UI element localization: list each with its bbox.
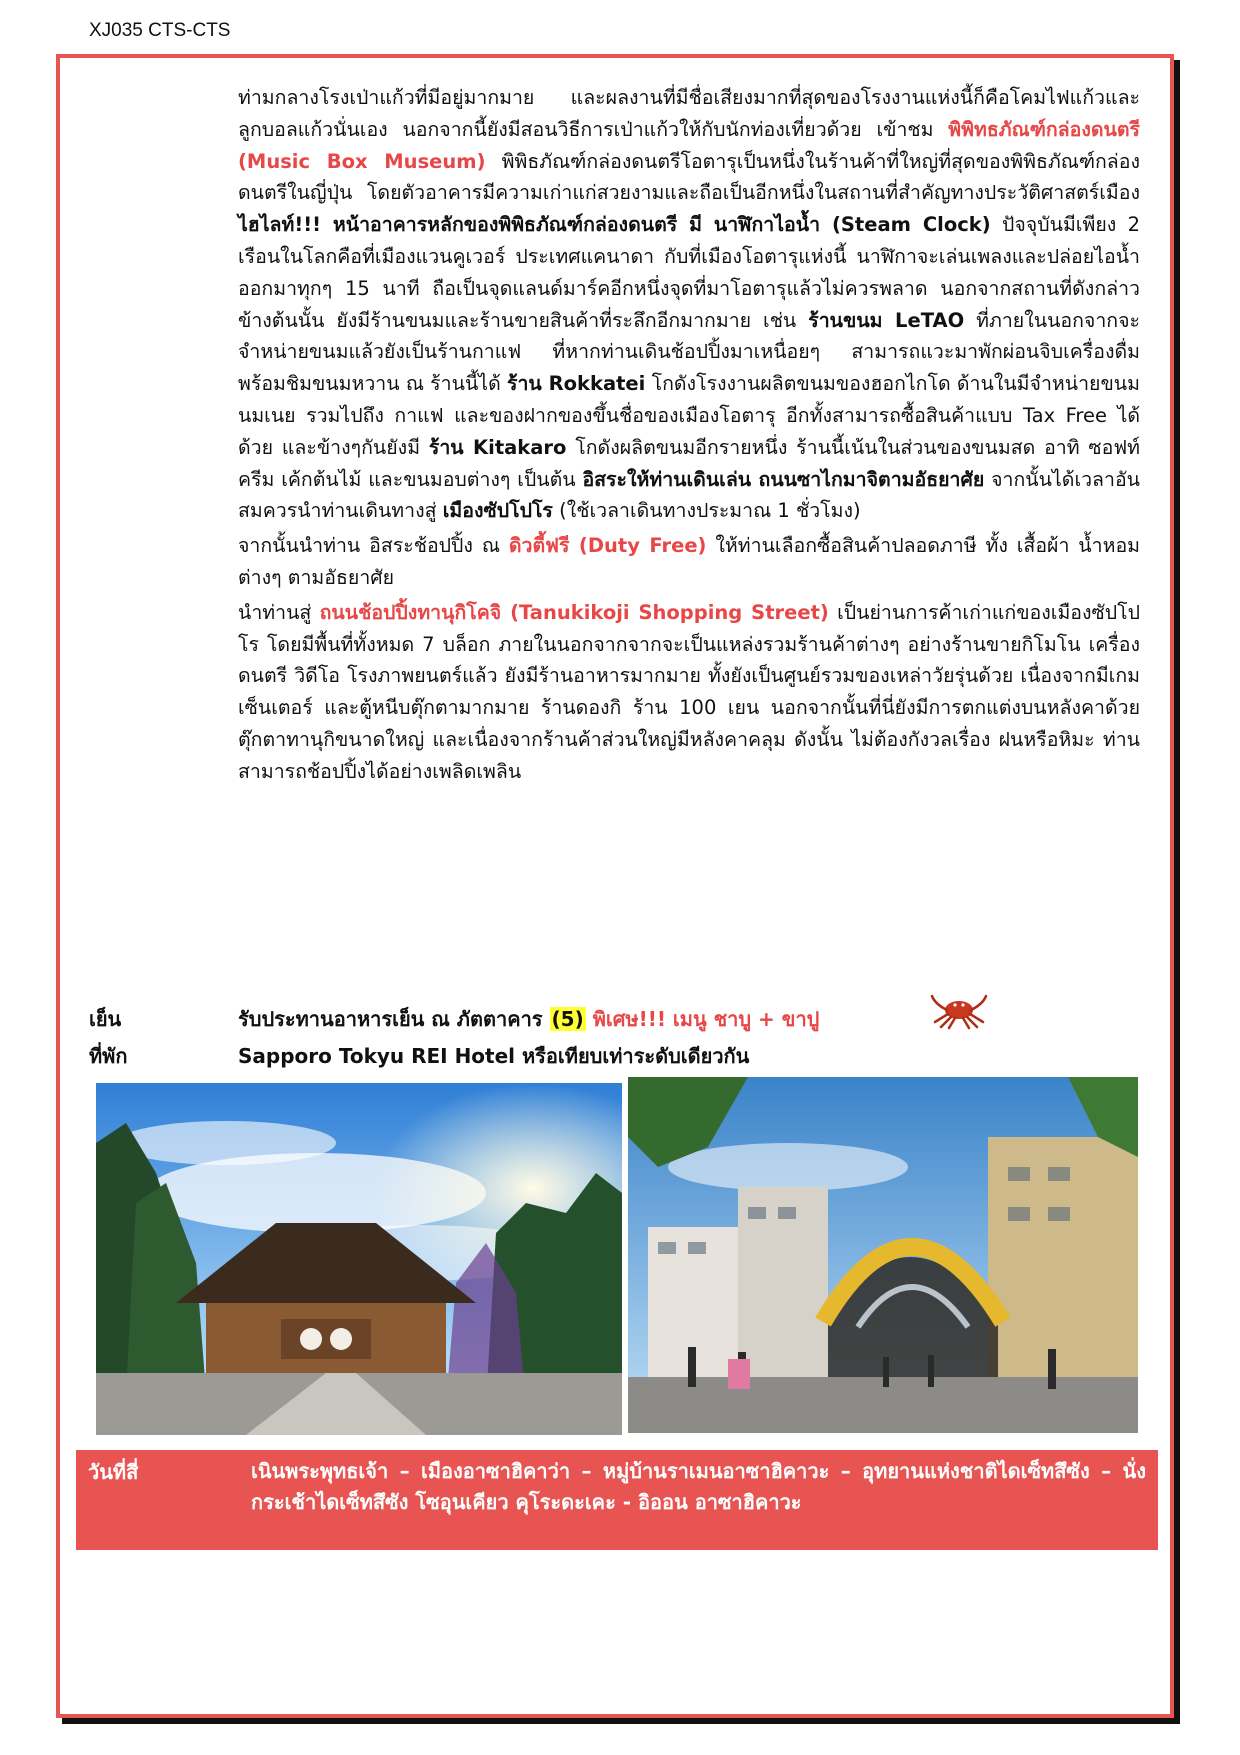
tanukikoji-street: ถนนช้อปปิ้งทานุกิโคจิ (Tanukikoji Shopping Street) (319, 600, 829, 624)
hotel-label: ที่พัก (89, 1044, 128, 1068)
meal-number: (5) (551, 1007, 584, 1031)
dinner-text: รับประทานอาหารเย็น ณ ภัตตาคาร (5) พิเศษ!!! เมนู ชาบู + ขาปู (238, 1007, 820, 1031)
dinner-special: พิเศษ!!! เมนู ชาบู + ขาปู (592, 1007, 820, 1031)
shrine-photo (96, 1083, 622, 1435)
dinner-label: เย็น (89, 1007, 122, 1031)
letao-shop: ร้านขนม LeTAO (808, 308, 965, 332)
rokkatei-shop: ร้าน Rokkatei (507, 372, 646, 396)
music-box-museum: พิพิทธภัณฑ์กล่องดนตรี (Music Box Museum) (238, 117, 1140, 173)
paragraph-tanukikoji: นำท่านสู่ ถนนช้อปปิ้งทานุกิโคจิ (Tanukikoji Shopping Street) เป็นย่านการค้าเก่าแก่ของเมืองซัปโปโร โดยมีพื้นที่ทั้งหมด 7 บล็อก ภายในนอกจากจากจะเป็นแหล่งรวมร้านค้าต่างๆ อย่างร้านขายกิโมโน เครื่องดนตรี วิดีโอ โรงภาพยนตร์แล้ว ยังมีร้านอาหารมากมาย ทั้งยังเป็นศูนย์รวมของเหล่าวัยรุ่นด้วย เนื่องจากมีเกมเซ็นเตอร์ และตู้หนีบตุ๊กตามากมาย ร้านดองกิ ร้าน 100 เยน นอกจากนั้นที่นี่ยังมีการตกแต่งบนหลังคาด้วยตุ๊กตาทานุกิขนาดใหญ่ และเนื่องจากร้านค้าส่วนใหญ่มีหลังคาคลุม ดังนั้น ไม่ต้องกังวลเรื่อง ฝนหรือหิมะ ท่านสามารถช้อปปิ้งได้อย่างเพลิดเพลิน (238, 600, 1140, 783)
document-code: XJ035 CTS-CTS (89, 20, 231, 41)
paragraph-otaru: ท่ามกลางโรงเป่าแก้วที่มีอยู่มากมาย และผลงานที่มีชื่อเสียงมากที่สุดของโรงงานแห่งนี้ก็คือโคมไฟแก้วและลูกบอลแก้วนั่นเอง นอกจากนี้ยังมีสอนวิธีการเป่าแก้วให้กับนักท่องเที่ยวด้วย เข้าชม พิพิทธภัณฑ์กล่องดนตรี (Music Box Museum) พิพิธภัณฑ์กล่องดนตรีโอตารุเป็นหนึ่งในร้านค้าที่ใหญ่ที่สุดของพิพิธภัณฑ์กล่องดนตรีในญี่ปุ่น โดยตัวอาคารมีความเก่าแก่สวยงามและถือเป็นอีกหนึ่งในสถานที่สำคัญทางประวัติศาสตร์เมือง ไฮไลท์!!! หน้าอาคารหลักของพิพิธภัณฑ์กล่องดนตรี มี นาฬิกาไอน้ำ (Steam Clock) ปัจจุบันมีเพียง 2 เรือนในโลกคือที่เมืองแวนคูเวอร์ ประเทศแคนาดา กับที่เมืองโอตารุแห่งนี้ นาฬิกาจะเล่นเพลงและปล่อยไอน้ำออกมาทุกๆ 15 นาที ถือเป็นจุดแลนด์มาร์คอีกหนึ่งจุดที่มาโอตารุแล้วไม่ควรพลาด นอกจากสถานที่ดังกล่าวข้างต้นนั้น ยังมีร้านขนมและร้านขายสินค้าที่ระลึกอีกมากมาย เช่น ร้านขนม LeTAO ที่ภายในนอกจากจะจำหน่ายขนมแล้วยังเป็นร้านกาแฟ ที่หากท่านเดินช้อปปิ้งมาเหนื่อยๆ สามารถแวะมาพักผ่อนจิบเครื่องดื่ม พร้อมชิมขนมหวาน ณ ร้านนี้ได้ ร้าน Rokkatei โกดังโรงงานผลิตขนมของฮอกไกโด ด้านในมีจำหน่ายขนมนมเนย รวมไปถึง กาแฟ และของฝากของขึ้นชื่อของเมืองโอตารุ อีกทั้งสามารถซื้อสินค้าแบบ Tax Free ได้ด้วย และข้างๆกันยังมี ร้าน Kitakaro โกดังผลิตขนมอีกรายหนึ่ง ร้านนี้เน้นในส่วนของขนมสด อาทิ ซอฟท์ครีม เค้กต้นไม้ และขนมอบต่างๆ เป็นต้น อิสระให้ท่านเดินเล่น ถนนซาไกมาจิตามอัธยาศัย จากนั้นได้เวลาอันสมควรนำท่านเดินทางสู่ เมืองซัปโปโร (ใช้เวลาเดินทางประมาณ 1 ชั่วโมง) (238, 86, 1140, 523)
hotel-text: Sapporo Tokyu REI Hotel หรือเทียบเท่าระดับเดียวกัน (238, 1044, 750, 1068)
duty-free: ดิวตี้ฟรี (Duty Free) (508, 534, 707, 558)
kitakaro-shop: ร้าน Kitakaro (428, 435, 567, 459)
tanukikoji-photo (628, 1077, 1138, 1433)
paragraph-duty-free: จากนั้นนำท่าน อิสระช้อปปิ้ง ณ ดิวตี้ฟรี (Duty Free) ให้ท่านเลือกซื้อสินค้าปลอดภาษี ทั้ง เสื้อผ้า น้ำหอม ต่างๆ ตามอัธยาศัย (238, 534, 1141, 589)
day-four-label: วันที่สี่ (88, 1460, 139, 1484)
day-four-banner (76, 1450, 1158, 1550)
sapporo-city: เมืองซัปโปโร (442, 499, 553, 523)
crab-icon (929, 990, 989, 1030)
free-time: อิสระให้ท่านเดินเล่น ถนนซาไกมาจิตามอัธยาศัย (582, 467, 985, 491)
day-four-route: เนินพระพุทธเจ้า – เมืองอาซาฮิคาว่า – หมู่บ้านราเมนอาซาฮิคาวะ – อุทยานแห่งชาติไดเซ็ทสึซัง – นั่งกระเช้าไดเซ็ทสึซัง โซอุนเคียว คุโระดะเคะ - อิออน อาซาฮิคาวะ (251, 1459, 1146, 1514)
steam-clock-highlight: ไฮไลท์!!! หน้าอาคารหลักของพิพิธภัณฑ์กล่องดนตรี มี นาฬิกาไอน้ำ (Steam Clock) (238, 213, 991, 237)
itinerary-body (238, 82, 1140, 791)
